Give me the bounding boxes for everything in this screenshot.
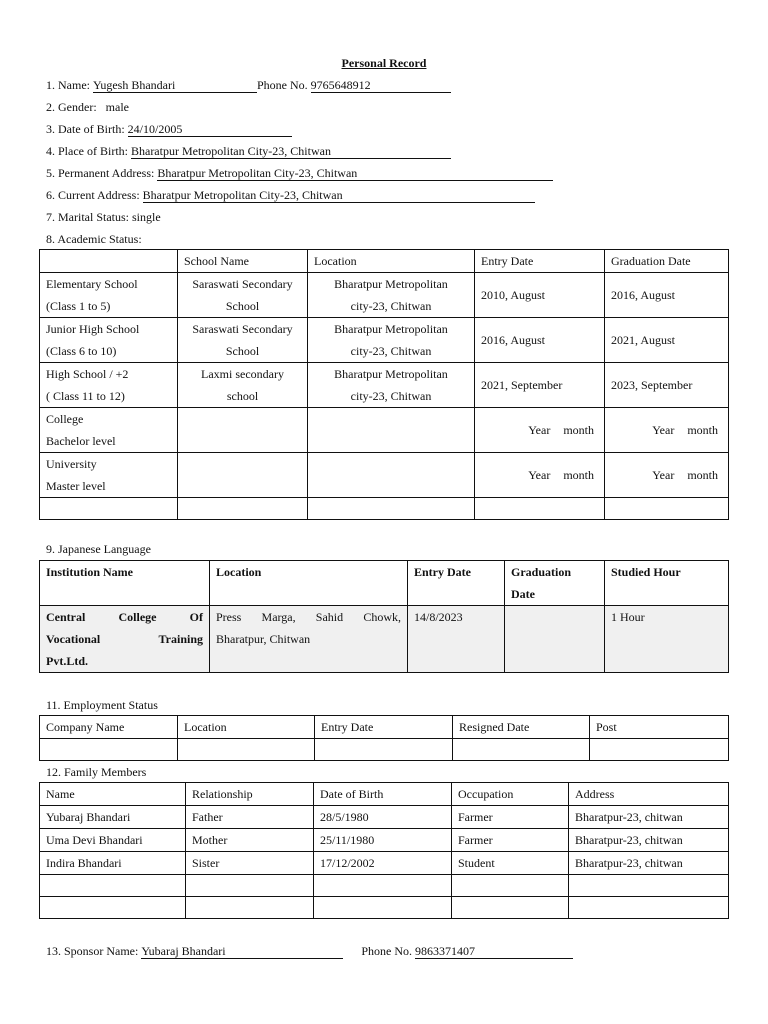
gender-value: male (105, 100, 129, 114)
family-header-occupation: Occupation (452, 783, 569, 806)
level-line2: (Class 1 to 5) (46, 299, 111, 313)
employment-header-post: Post (590, 716, 729, 739)
phone-label: Phone No. (257, 78, 308, 92)
level-line1: College (46, 412, 84, 426)
japanese-header-location: Location (210, 561, 408, 606)
employment-label: 11. Employment Status (46, 698, 158, 712)
current-address-label: 6. Current Address: (46, 188, 140, 202)
academic-header-level (40, 250, 178, 273)
level-line2: Bachelor level (46, 434, 116, 448)
member-name: Indira Bhandari (40, 852, 186, 875)
location-line1: Bharatpur Metropolitan (334, 367, 448, 381)
table-row (40, 408, 729, 453)
academic-header-entry: Entry Date (475, 250, 605, 273)
japanese-location-line1: Press Marga, Sahid Chowk, (216, 610, 401, 624)
level-line1: Junior High School (46, 322, 140, 336)
table-row (40, 806, 729, 829)
employment-header-resigned: Resigned Date (453, 716, 590, 739)
gender-label: 2. Gender: (46, 100, 97, 114)
family-header-relationship: Relationship (186, 783, 314, 806)
japanese-header-graduation-date: Date (511, 587, 535, 601)
school-line1: Saraswati Secondary (192, 322, 293, 336)
graduation-date: 2016, August (605, 273, 729, 318)
japanese-header-row (40, 561, 729, 606)
entry-date: Year month (475, 408, 605, 453)
table-row (40, 273, 729, 318)
gender-line (46, 100, 129, 115)
permanent-address-value: Bharatpur Metropolitan City-23, Chitwan (157, 167, 553, 181)
sponsor-line (46, 944, 573, 959)
member-dob: 28/5/1980 (314, 806, 452, 829)
japanese-graduation-date (505, 606, 605, 673)
dob-value: 24/10/2005 (128, 123, 292, 137)
page-title: Personal Record (341, 56, 427, 70)
entry-date: Year month (475, 453, 605, 498)
current-address-value: Bharatpur Metropolitan City-23, Chitwan (143, 189, 535, 203)
school-cell (178, 408, 308, 453)
graduation-date: Year month (605, 408, 729, 453)
sponsor-phone: 9863371407 (415, 945, 573, 959)
level-line1: High School / +2 (46, 367, 129, 381)
member-address: Bharatpur-23, chitwan (569, 852, 729, 875)
pob-line (46, 144, 451, 159)
location-line1: Bharatpur Metropolitan (334, 322, 448, 336)
level-line1: University (46, 457, 97, 471)
entry-date: 2016, August (475, 318, 605, 363)
table-row (40, 875, 729, 897)
pob-value: Bharatpur Metropolitan City-23, Chitwan (131, 145, 451, 159)
member-occupation: Student (452, 852, 569, 875)
japanese-header-institution: Institution Name (40, 561, 210, 606)
location-line2: city-23, Chitwan (350, 299, 432, 313)
japanese-header-hours: Studied Hour (605, 561, 729, 606)
graduation-date: Year month (605, 453, 729, 498)
location-line2: city-23, Chitwan (350, 389, 432, 403)
member-occupation: Farmer (452, 806, 569, 829)
member-dob: 17/12/2002 (314, 852, 452, 875)
level-line2: Master level (46, 479, 106, 493)
academic-label: 8. Academic Status: (46, 232, 142, 246)
family-table (39, 782, 729, 919)
japanese-label: 9. Japanese Language (46, 542, 151, 556)
family-label: 12. Family Members (46, 765, 147, 779)
institution-line3: Pvt.Ltd. (46, 654, 88, 668)
member-address: Bharatpur-23, chitwan (569, 806, 729, 829)
japanese-entry-date: 14/8/2023 (408, 606, 505, 673)
japanese-studied-hours: 1 Hour (605, 606, 729, 673)
employment-header-company: Company Name (40, 716, 178, 739)
permanent-address-label: 5. Permanent Address: (46, 166, 155, 180)
member-address: Bharatpur-23, chitwan (569, 829, 729, 852)
marital-value: single (132, 210, 161, 224)
table-row (40, 453, 729, 498)
table-row (40, 829, 729, 852)
japanese-header-graduation: Graduation (511, 565, 572, 579)
current-address-line (46, 188, 535, 203)
member-relationship: Sister (186, 852, 314, 875)
level-line2: (Class 6 to 10) (46, 344, 117, 358)
academic-header-row (40, 250, 729, 273)
sponsor-name: Yubaraj Bhandari (141, 945, 343, 959)
location-cell (308, 453, 475, 498)
table-row (40, 852, 729, 875)
school-cell (178, 453, 308, 498)
member-dob: 25/11/1980 (314, 829, 452, 852)
pob-label: 4. Place of Birth: (46, 144, 128, 158)
permanent-address-line (46, 166, 553, 181)
graduation-date: 2021, August (605, 318, 729, 363)
academic-header-graduation: Graduation Date (605, 250, 729, 273)
member-relationship: Mother (186, 829, 314, 852)
school-line2: school (226, 389, 259, 403)
table-row (40, 897, 729, 919)
table-row (40, 606, 729, 673)
location-cell (308, 408, 475, 453)
table-row (40, 318, 729, 363)
member-name: Yubaraj Bhandari (40, 806, 186, 829)
table-row (40, 739, 729, 761)
japanese-header-entry: Entry Date (408, 561, 505, 606)
phone-value: 9765648912 (311, 79, 451, 93)
school-line1: Laxmi secondary (201, 367, 284, 381)
employment-table (39, 715, 729, 761)
employment-header-entry: Entry Date (315, 716, 453, 739)
family-header-dob: Date of Birth (314, 783, 452, 806)
school-line2: School (225, 344, 260, 358)
employment-header-row (40, 716, 729, 739)
sponsor-label: 13. Sponsor Name: (46, 944, 139, 958)
name-line (46, 78, 451, 93)
table-row (40, 363, 729, 408)
entry-date: 2010, August (475, 273, 605, 318)
school-line1: Saraswati Secondary (192, 277, 293, 291)
dob-line (46, 122, 292, 137)
marital-line (46, 210, 161, 225)
member-name: Uma Devi Bhandari (40, 829, 186, 852)
member-occupation: Farmer (452, 829, 569, 852)
sponsor-phone-label: Phone No. (361, 944, 412, 958)
location-line1: Bharatpur Metropolitan (334, 277, 448, 291)
table-row (40, 498, 729, 520)
academic-header-school: School Name (178, 250, 308, 273)
dob-label: 3. Date of Birth: (46, 122, 125, 136)
family-header-address: Address (569, 783, 729, 806)
name-value: Yugesh Bhandari (93, 79, 257, 93)
member-relationship: Father (186, 806, 314, 829)
marital-label: 7. Marital Status: (46, 210, 129, 224)
family-header-row (40, 783, 729, 806)
family-header-name: Name (40, 783, 186, 806)
entry-date: 2021, September (475, 363, 605, 408)
name-label: 1. Name: (46, 78, 90, 92)
japanese-table (39, 560, 729, 673)
japanese-location-line2: Bharatpur, Chitwan (216, 632, 311, 646)
employment-header-location: Location (178, 716, 315, 739)
location-line2: city-23, Chitwan (350, 344, 432, 358)
school-line2: School (225, 299, 260, 313)
institution-line2: Vocational Training (46, 632, 203, 646)
academic-table (39, 249, 729, 520)
institution-line1: Central College Of (46, 610, 203, 624)
academic-header-location: Location (308, 250, 475, 273)
level-line2: ( Class 11 to 12) (46, 389, 125, 403)
graduation-date: 2023, September (605, 363, 729, 408)
level-line1: Elementary School (46, 277, 138, 291)
